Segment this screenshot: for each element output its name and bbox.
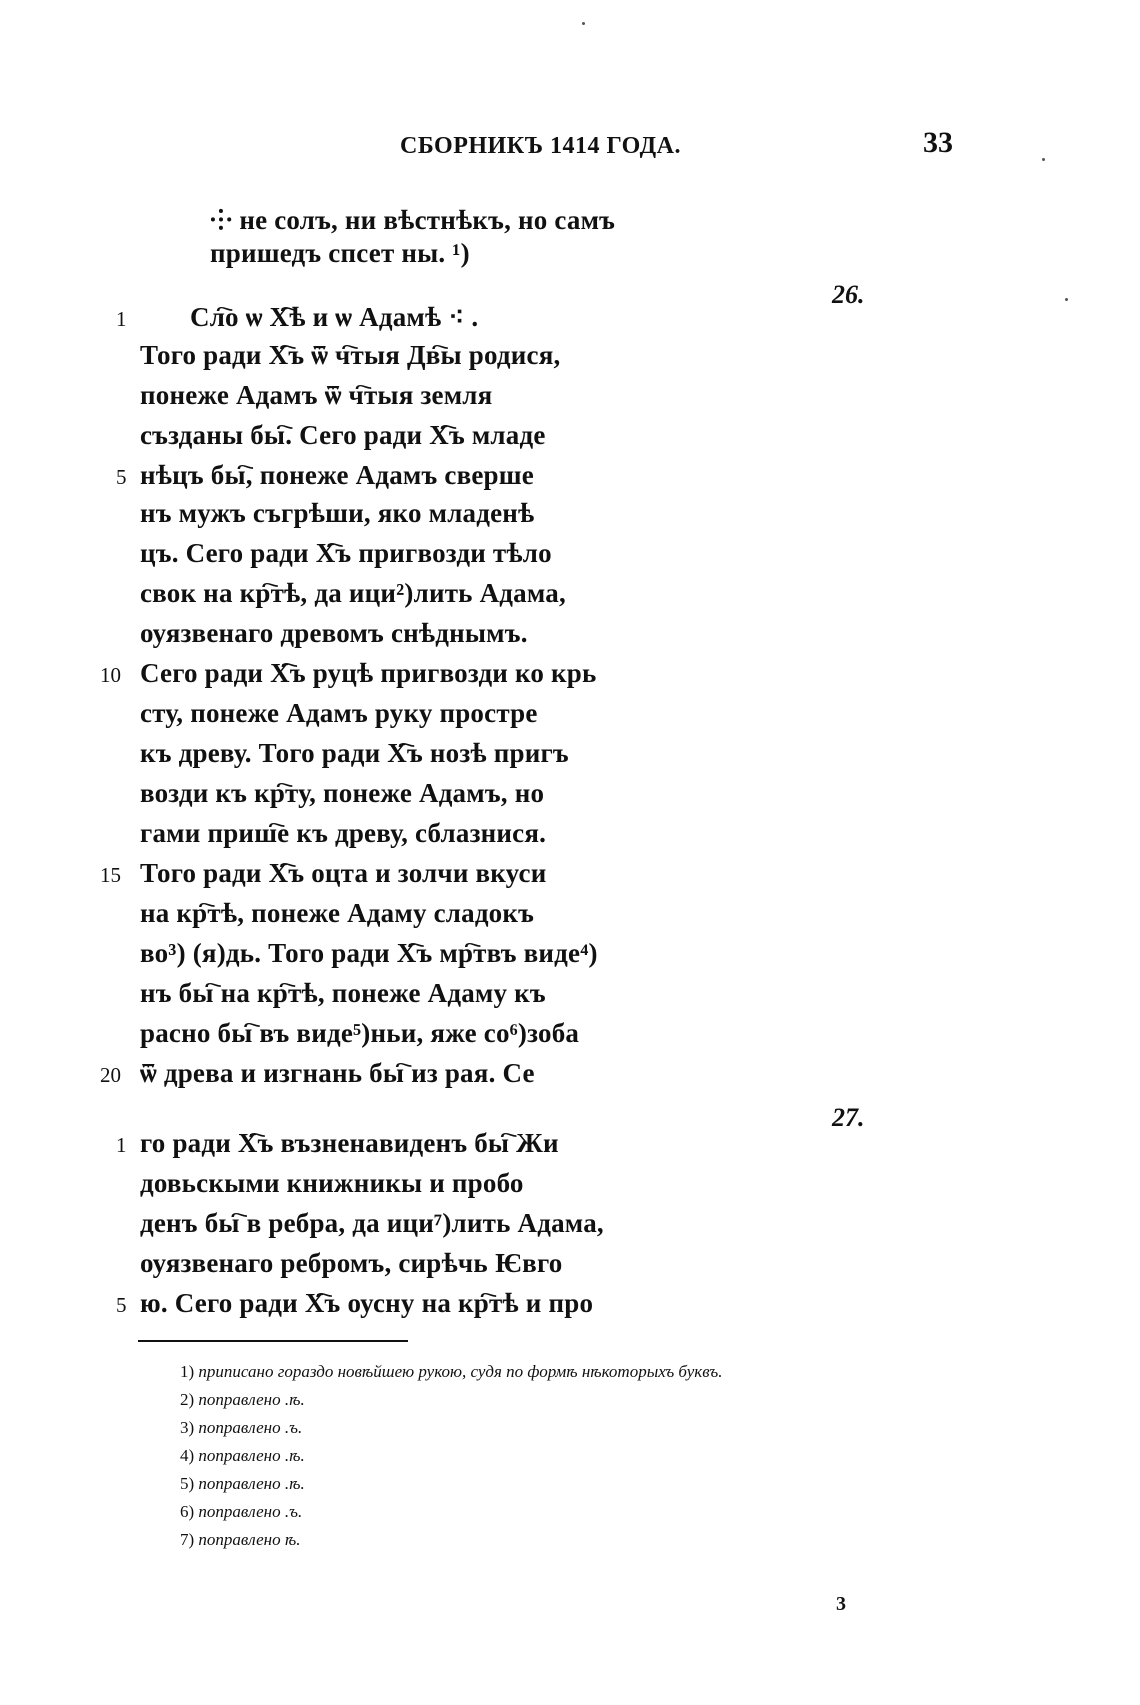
text-line: ѿ древа и изгнань бы҇ из рая. Се <box>140 1058 535 1088</box>
footnote <box>180 1470 722 1498</box>
footnote <box>180 1442 722 1470</box>
text-line: возди къ кр҇ту, понеже Адамъ, но <box>140 778 545 808</box>
text-line: гами приш҇е къ древу, сблазнися. <box>140 818 547 848</box>
footnote-text: поправлено .ѣ. <box>198 1446 305 1465</box>
footnote-text: поправлено .ъ. <box>198 1502 303 1521</box>
line-number: 1 <box>116 1133 127 1157</box>
footnote-text: поправлено ѣ. <box>198 1530 301 1549</box>
text-line: го ради Х҇ъ възненавиденъ бы҇ Жи <box>140 1128 559 1158</box>
running-title: СБОРНИКЪ 1414 ГОДА. <box>400 133 681 159</box>
text-line: сту, понеже Адамъ руку простре <box>140 698 538 728</box>
line-number: 5 <box>116 465 127 489</box>
section-number: 26. <box>832 280 865 309</box>
line-number: 1 <box>116 307 127 331</box>
footnote-marker: 4) <box>180 1446 195 1465</box>
text-line: Того ради Х҇ъ оцта и золчи вкуси <box>140 858 547 888</box>
footnote-text: поправлено .ѣ. <box>198 1474 305 1493</box>
footnote-separator <box>138 1340 408 1342</box>
text-line: довьскыми книжникы и пробо <box>140 1168 524 1198</box>
footnote <box>180 1358 722 1386</box>
text-line: на кр҇тѣ, понеже Адаму сладокъ <box>140 898 535 928</box>
footnote-marker: 7) <box>180 1530 195 1549</box>
line-number: 20 <box>100 1063 121 1087</box>
text-line: оуязвенаго ребромъ, сирѣчь Ѥвго <box>140 1248 563 1278</box>
text-line: цъ. Сего ради Х҇ъ пригвозди тѣло <box>140 538 552 568</box>
signature-mark: 3 <box>836 1593 846 1615</box>
footnote-text: поправлено .ѣ. <box>198 1390 305 1409</box>
text-line: Сл҇о ѡ Х҇ѣ и ѡ Адамѣ ⁖ . <box>190 302 479 332</box>
section-number: 27. <box>832 1103 865 1132</box>
footnote-marker: 2) <box>180 1390 195 1409</box>
line-number: 15 <box>100 863 121 887</box>
text-line: свок на кр҇тѣ, да ици²)лить Адама, <box>140 578 566 608</box>
footnote <box>180 1526 722 1554</box>
text-line: ю. Сего ради Х҇ъ оусну на кр҇тѣ и про <box>140 1288 594 1318</box>
text-line: къ древу. Того ради Х҇ъ нозѣ пригъ <box>140 738 569 768</box>
footnote-marker: 6) <box>180 1502 195 1521</box>
print-speck <box>1042 158 1045 161</box>
text-line: създаны бы҇. Сего ради Х҇ъ младе <box>140 420 546 450</box>
text-line: во³) (я)дь. Того ради Х҇ъ мр҇твъ виде⁴) <box>140 938 598 968</box>
text-line: ⸭ не солъ, ни вѣстнѣкъ, но самъ <box>210 205 616 235</box>
print-speck <box>1065 298 1068 301</box>
print-speck <box>582 22 585 25</box>
footnote <box>180 1498 722 1526</box>
footnote-text: поправлено .ъ. <box>198 1418 303 1437</box>
footnote-marker: 1) <box>180 1362 195 1381</box>
text-line: расно бы҇ въ виде⁵)ньи, яже со⁶)зоба <box>140 1018 580 1048</box>
text-line: Того ради Х҇ъ ѿ ч҇тыя Дв҇ы родися, <box>140 340 561 370</box>
text-line: оуязвенаго древомъ снѣднымъ. <box>140 618 528 648</box>
footnote-text: приписано гораздо новѣйшею рукою, судя по формѣ нѣкоторыхъ буквъ. <box>198 1362 723 1381</box>
text-line: нъ бы҇ на кр҇тѣ, понеже Адаму къ <box>140 978 546 1008</box>
footnotes <box>180 1358 722 1554</box>
footnote <box>180 1414 722 1442</box>
text-line: понеже Адамъ ѿ ч҇тыя земля <box>140 380 493 410</box>
text-line: нъ мужъ съгрѣши, яко младенѣ <box>140 498 535 528</box>
text-line: денъ бы҇ в ребра, да ици⁷)лить Адама, <box>140 1208 604 1238</box>
footnote-marker: 5) <box>180 1474 195 1493</box>
text-line: нѣцъ бы҇, понеже Адамъ сверше <box>140 460 534 490</box>
text-line: Сего ради Х҇ъ руцѣ пригвозди ко крь <box>140 658 597 688</box>
line-number: 10 <box>100 663 121 687</box>
text-line: пришедъ спсет ны. ¹) <box>210 238 470 268</box>
page-number: 33 <box>923 126 953 159</box>
footnote-marker: 3) <box>180 1418 195 1437</box>
line-number: 5 <box>116 1293 127 1317</box>
footnote <box>180 1386 722 1414</box>
